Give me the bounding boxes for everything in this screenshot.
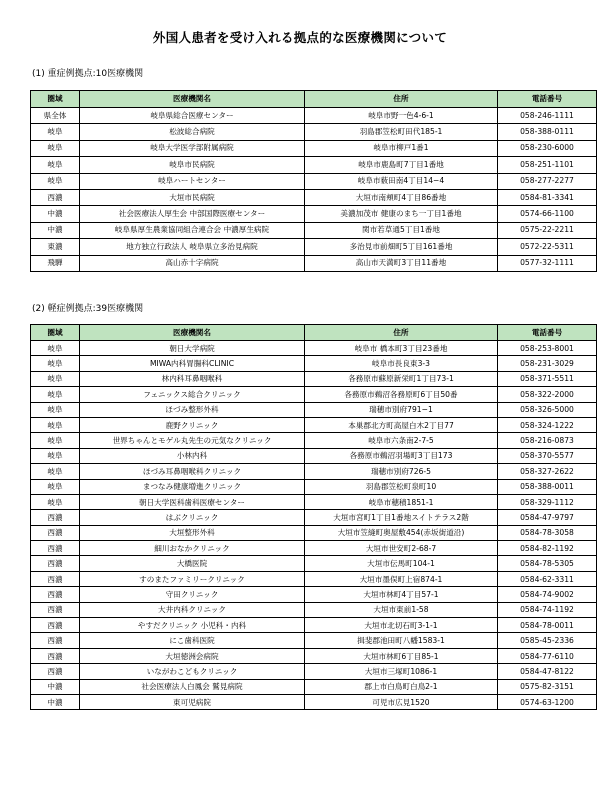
cell-facility-name: ほづみ耳鼻咽喉科クリニック [80, 464, 305, 479]
cell-phone: 058-371-5511 [498, 371, 597, 386]
cell-address: 岐阜市野一色4-6-1 [305, 108, 498, 124]
cell-phone: 0584-78-3058 [498, 525, 597, 540]
table-row [31, 664, 597, 679]
cell-address: 大垣市笠縫町奥屋敷454(赤坂街道沿) [305, 525, 498, 540]
cell-area: 中濃 [31, 694, 80, 709]
cell-address: 岐阜市六条南2-7-5 [305, 433, 498, 448]
cell-facility-name: 朝日大学医科歯科医療センター [80, 494, 305, 509]
cell-facility-name: 守田クリニック [80, 587, 305, 602]
cell-facility-name: 細川おなかクリニック [80, 541, 305, 556]
cell-address: 岐阜市 橋本町3丁目23番地 [305, 341, 498, 356]
cell-address: 大垣市林町4丁目57-1 [305, 587, 498, 602]
document-title: 外国人患者を受け入れる拠点的な医療機関について [152, 30, 448, 45]
cell-address: 美濃加茂市 健康のまち一丁目1番地 [305, 206, 498, 222]
cell-phone: 0575-22-2211 [498, 222, 597, 238]
cell-phone: 058-329-1112 [498, 494, 597, 509]
cell-phone: 0574-66-1100 [498, 206, 597, 222]
cell-phone: 058-246-1111 [498, 108, 597, 124]
table-row [31, 679, 597, 694]
cell-facility-name: 大井内科クリニック [80, 602, 305, 617]
cell-area: 西濃 [31, 541, 80, 556]
cell-phone: 0584-82-1192 [498, 541, 597, 556]
cell-facility-name: やすだクリニック 小児科・内科 [80, 618, 305, 633]
cell-address: 大垣市北切石町3-1-1 [305, 618, 498, 633]
cell-area: 西濃 [31, 525, 80, 540]
cell-address: 大垣市宮町1丁目1番地スイトテラス2階 [305, 510, 498, 525]
cell-phone: 058-326-5000 [498, 402, 597, 417]
cell-area: 西濃 [31, 571, 80, 586]
cell-facility-name: 大垣市民病院 [80, 189, 305, 205]
cell-phone: 0572-22-5311 [498, 239, 597, 255]
cell-phone: 058-388-0111 [498, 124, 597, 140]
cell-phone: 0574-63-1200 [498, 694, 597, 709]
cell-phone: 0584-47-8122 [498, 664, 597, 679]
cell-address: 多治見市前畑町5丁目161番地 [305, 239, 498, 255]
cell-address: 岐阜市鹿島町7丁目1番地 [305, 157, 498, 173]
table-row [31, 356, 597, 371]
cell-area: 岐阜 [31, 479, 80, 494]
table-row [31, 479, 597, 494]
cell-facility-name: 大垣整形外科 [80, 525, 305, 540]
cell-area: 岐阜 [31, 341, 80, 356]
cell-area: 西濃 [31, 587, 80, 602]
cell-phone: 058-277-2277 [498, 173, 597, 189]
cell-phone: 058-327-2622 [498, 464, 597, 479]
cell-facility-name: はぶクリニック [80, 510, 305, 525]
cell-facility-name: 岐阜大学医学部附属病院 [80, 140, 305, 156]
severe-care-table [30, 90, 597, 272]
cell-phone: 058-231-3029 [498, 356, 597, 371]
cell-address: 大垣市三塚町1086-1 [305, 664, 498, 679]
section1-label: (1) 重症例拠点:10医療機関 [32, 69, 144, 79]
table-header-row [31, 325, 597, 341]
table-row [31, 255, 597, 271]
severe-care-table-body [31, 91, 597, 272]
cell-address: 瑞穂市別府726-5 [305, 464, 498, 479]
cell-facility-name: ほづみ整形外科 [80, 402, 305, 417]
cell-area: 西濃 [31, 648, 80, 663]
header-phone: 電話番号 [498, 325, 597, 341]
cell-address: 大垣市墨俣町上宿874-1 [305, 571, 498, 586]
table-row [31, 556, 597, 571]
cell-address: 本巣郡北方町高屋白木2丁目77 [305, 417, 498, 432]
table-row [31, 371, 597, 386]
cell-address: 大垣市伝馬町104-1 [305, 556, 498, 571]
table-row [31, 157, 597, 173]
table-row [31, 173, 597, 189]
cell-facility-name: 大橋医院 [80, 556, 305, 571]
cell-phone: 0584-74-9002 [498, 587, 597, 602]
header-phone: 電話番号 [498, 91, 597, 108]
cell-area: 県全体 [31, 108, 80, 124]
table-row [31, 417, 597, 432]
cell-address: 郡上市白鳥町白鳥2-1 [305, 679, 498, 694]
cell-address: 大垣市世安町2-68-7 [305, 541, 498, 556]
cell-area: 岐阜 [31, 417, 80, 432]
cell-phone: 058-388-0011 [498, 479, 597, 494]
table-row [31, 189, 597, 205]
cell-area: 中濃 [31, 679, 80, 694]
table-row [31, 464, 597, 479]
table-row [31, 571, 597, 586]
cell-facility-name: 東可児病院 [80, 694, 305, 709]
table-row [31, 448, 597, 463]
cell-facility-name: 岐阜県厚生農業協同組合連合会 中濃厚生病院 [80, 222, 305, 238]
cell-area: 岐阜 [31, 173, 80, 189]
cell-phone: 0584-81-3341 [498, 189, 597, 205]
table-row [31, 206, 597, 222]
cell-address: 岐阜市穂積1851-1 [305, 494, 498, 509]
table-row [31, 587, 597, 602]
table-row [31, 541, 597, 556]
cell-area: 西濃 [31, 633, 80, 648]
cell-facility-name: 岐阜市民病院 [80, 157, 305, 173]
cell-phone: 0575-82-3151 [498, 679, 597, 694]
header-facility-name: 医療機関名 [80, 91, 305, 108]
cell-phone: 0584-62-3311 [498, 571, 597, 586]
table-row [31, 618, 597, 633]
cell-phone: 058-322-2000 [498, 387, 597, 402]
cell-facility-name: まつなみ健康増進クリニック [80, 479, 305, 494]
cell-address: 大垣市林町6丁目85-1 [305, 648, 498, 663]
mild-care-table [30, 324, 597, 710]
table-row [31, 694, 597, 709]
cell-facility-name: 松波総合病院 [80, 124, 305, 140]
cell-facility-name: すのまたファミリークリニック [80, 571, 305, 586]
table-row [31, 124, 597, 140]
cell-area: 西濃 [31, 510, 80, 525]
header-facility-name: 医療機関名 [80, 325, 305, 341]
cell-facility-name: MIWA内科胃腸科CLINIC [80, 356, 305, 371]
cell-address: 羽島郡笠松町泉町10 [305, 479, 498, 494]
cell-address: 羽島郡笠松町田代185-1 [305, 124, 498, 140]
cell-phone: 0584-78-5305 [498, 556, 597, 571]
section2-label: (2) 軽症例拠点:39医療機関 [32, 304, 144, 314]
cell-address: 各務原市鵜沼羽場町3丁目173 [305, 448, 498, 463]
cell-area: 西濃 [31, 602, 80, 617]
table-row [31, 494, 597, 509]
table-row [31, 402, 597, 417]
cell-address: 岐阜市長良東3-3 [305, 356, 498, 371]
cell-address: 各務原市鵜沼各務原町6丁目50番 [305, 387, 498, 402]
table-row [31, 648, 597, 663]
cell-area: 岐阜 [31, 464, 80, 479]
cell-phone: 0577-32-1111 [498, 255, 597, 271]
cell-area: 岐阜 [31, 494, 80, 509]
header-area: 圏域 [31, 91, 80, 108]
cell-phone: 0584-47-9797 [498, 510, 597, 525]
cell-area: 飛騨 [31, 255, 80, 271]
cell-area: 中濃 [31, 222, 80, 238]
table-row [31, 341, 597, 356]
cell-facility-name: にこ歯科医院 [80, 633, 305, 648]
header-area: 圏域 [31, 325, 80, 341]
cell-facility-name: 鹿野クリニック [80, 417, 305, 432]
cell-facility-name: 社会医療法人厚生会 中部国際医療センター [80, 206, 305, 222]
cell-facility-name: 岐阜県総合医療センター [80, 108, 305, 124]
cell-area: 岐阜 [31, 124, 80, 140]
cell-phone: 058-253-8001 [498, 341, 597, 356]
cell-phone: 0585-45-2336 [498, 633, 597, 648]
table-row [31, 510, 597, 525]
cell-facility-name: 大垣徳洲会病院 [80, 648, 305, 663]
cell-address: 可児市広見1520 [305, 694, 498, 709]
cell-phone: 0584-74-1192 [498, 602, 597, 617]
cell-area: 岐阜 [31, 371, 80, 386]
cell-facility-name: 世界ちゃんとモゲル丸先生の元気なクリニック [80, 433, 305, 448]
table-header-row [31, 91, 597, 108]
header-address: 住所 [305, 91, 498, 108]
cell-area: 岐阜 [31, 140, 80, 156]
cell-phone: 058-324-1222 [498, 417, 597, 432]
cell-phone: 058-230-6000 [498, 140, 597, 156]
cell-phone: 0584-77-6110 [498, 648, 597, 663]
cell-area: 岐阜 [31, 387, 80, 402]
cell-facility-name: 社会医療法人白鳳会 鷲見病院 [80, 679, 305, 694]
table-row [31, 239, 597, 255]
cell-area: 西濃 [31, 618, 80, 633]
table-row [31, 140, 597, 156]
table-row [31, 602, 597, 617]
table-row [31, 633, 597, 648]
mild-care-table-body [31, 325, 597, 710]
cell-area: 岐阜 [31, 448, 80, 463]
cell-area: 中濃 [31, 206, 80, 222]
cell-address: 岐阜市柳戸1番1 [305, 140, 498, 156]
cell-address: 揖斐郡池田町八幡1583-1 [305, 633, 498, 648]
cell-facility-name: 岐阜ハートセンター [80, 173, 305, 189]
cell-phone: 0584-78-0011 [498, 618, 597, 633]
cell-address: 大垣市東前1-58 [305, 602, 498, 617]
table-row [31, 222, 597, 238]
table-row [31, 387, 597, 402]
cell-address: 各務原市蘇原新栄町1丁目73-1 [305, 371, 498, 386]
table-row [31, 433, 597, 448]
cell-area: 東濃 [31, 239, 80, 255]
cell-address: 大垣市南頬町4丁目86番地 [305, 189, 498, 205]
cell-area: 西濃 [31, 556, 80, 571]
cell-address: 関市若草通5丁目1番地 [305, 222, 498, 238]
cell-facility-name: 林内科耳鼻咽喉科 [80, 371, 305, 386]
table-row [31, 525, 597, 540]
cell-area: 岐阜 [31, 433, 80, 448]
cell-facility-name: 地方独立行政法人 岐阜県立多治見病院 [80, 239, 305, 255]
cell-facility-name: フェニックス総合クリニック [80, 387, 305, 402]
cell-facility-name: いながわこどもクリニック [80, 664, 305, 679]
cell-address: 瑞穂市別府791−1 [305, 402, 498, 417]
cell-area: 西濃 [31, 189, 80, 205]
cell-area: 岐阜 [31, 157, 80, 173]
cell-phone: 058-251-1101 [498, 157, 597, 173]
cell-phone: 058-370-5577 [498, 448, 597, 463]
cell-facility-name: 高山赤十字病院 [80, 255, 305, 271]
cell-address: 高山市天満町3丁目11番地 [305, 255, 498, 271]
header-address: 住所 [305, 325, 498, 341]
cell-facility-name: 朝日大学病院 [80, 341, 305, 356]
cell-area: 岐阜 [31, 356, 80, 371]
cell-area: 岐阜 [31, 402, 80, 417]
table-row [31, 108, 597, 124]
cell-facility-name: 小林内科 [80, 448, 305, 463]
cell-area: 西濃 [31, 664, 80, 679]
cell-phone: 058-216-0873 [498, 433, 597, 448]
cell-address: 岐阜市薮田南4丁目14−4 [305, 173, 498, 189]
